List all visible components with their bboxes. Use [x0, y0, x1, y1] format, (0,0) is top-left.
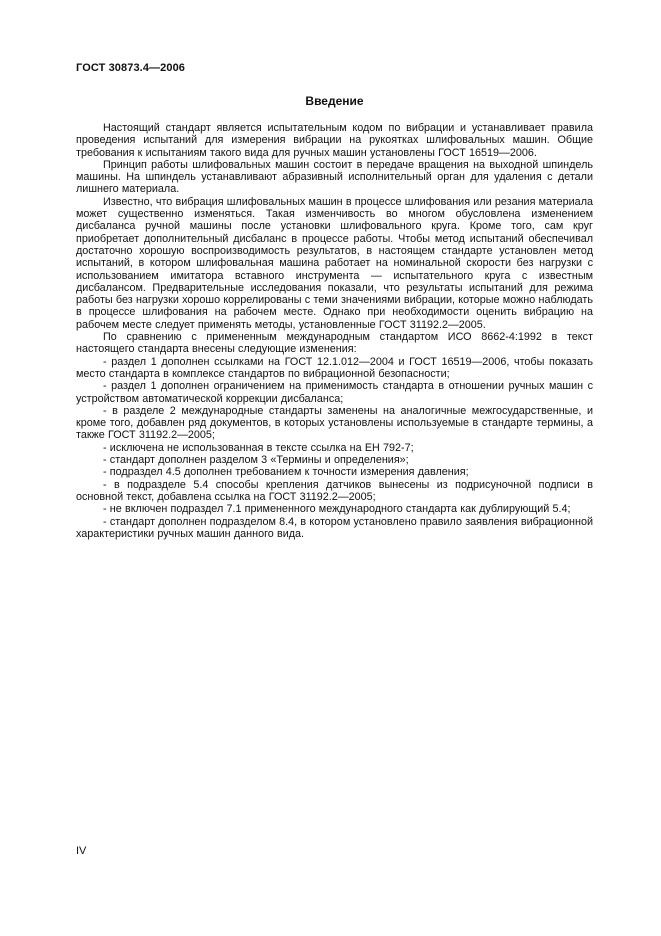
- list-item: - исключена не использованная в тексте ссылка на ЕН 792-7;: [103, 441, 414, 454]
- page-title: Введение: [305, 94, 364, 108]
- paragraph: Принцип работы шлифовальных машин состоит в передаче вращения на выходной шпиндель машины. На шпиндель устанавливают абразивный исполнительный орган для удаления с детали лишнего материала.: [76, 158, 593, 196]
- list-item: - в подразделе 5.4 способы крепления датчиков вынесены из подрисуночной подписи в основной текст, добавлена ссылка на ГОСТ 31192.2—2005;: [76, 478, 593, 503]
- page-number: IV: [76, 845, 87, 857]
- doc-number: ГОСТ 30873.4—2006: [76, 62, 186, 74]
- list-item: - раздел 1 дополнен ограничением на применимость стандарта в отношении ручных машин с устройством автоматической коррекции дисбаланса;: [76, 380, 593, 405]
- list-item: - раздел 1 дополнен ссылками на ГОСТ 12.1.012—2004 и ГОСТ 16519—2006, чтобы показать место стандарта в комплексе стандартов по вибрационной безопасности;: [76, 355, 593, 380]
- paragraph: Настоящий стандарт является испытательным кодом по вибрации и устанавливает правила проведения испытаний для измерения вибрации на рукоятках шлифовальных машин. Общие требования к испытаниям такого вида для ручных машин установлены ГОСТ 16519—2006.: [76, 122, 593, 159]
- list-item: - подраздел 4.5 дополнен требованием к точности измерения давления;: [103, 466, 469, 479]
- list-item: - стандарт дополнен разделом 3 «Термины и определения»;: [103, 454, 409, 467]
- list-item: - стандарт дополнен подразделом 8.4, в котором установлено правило заявления вибрационной характеристики ручных машин данного вида.: [76, 515, 593, 540]
- list-item: - не включен подраздел 7.1 примененного международного стандарта как дублирующий 5.4;: [103, 503, 571, 516]
- paragraph: Известно, что вибрация шлифовальных машин в процессе шлифования или резания материала может существенно изменяться. Такая изменчивость во многом обусловлена изменением дисбаланса ручной машины после установки шлифовального круга. Кроме того, сам круг приобретает дополнительный дисбаланс в процессе работы. Чтобы метод испытаний обеспечивал достаточно хорошую воспроизводимость результатов, в настоящем стандарте установлен метод испытаний, в котором шлифовальная машина работает на номинальной скорости без нагрузки с использованием имитатора вставного инструмента — испытательного круга с известным дисбалансом. Предварительные исследования показали, что результаты испытаний для режима работы без нагрузки хорошо коррелированы с теми значениями вибрации, которые можно наблюдать в процессе шлифования на рабочем месте. Однако при необходимости оценить вибрацию на рабочем месте следует применять методы, установленные ГОСТ 31192.2—2005.: [76, 195, 593, 331]
- list-item: - в разделе 2 международные стандарты заменены на аналогичные межгосударственные, и кроме того, добавлен ряд документов, в которых установлены используемые в стандарте термины, а также ГОСТ 31192.2—2005;: [76, 404, 593, 442]
- paragraph: По сравнению с примененным международным стандартом ИСО 8662-4:1992 в текст настоящего стандарта внесены следующие изменения:: [76, 331, 593, 356]
- page-content: [76, 62, 593, 540]
